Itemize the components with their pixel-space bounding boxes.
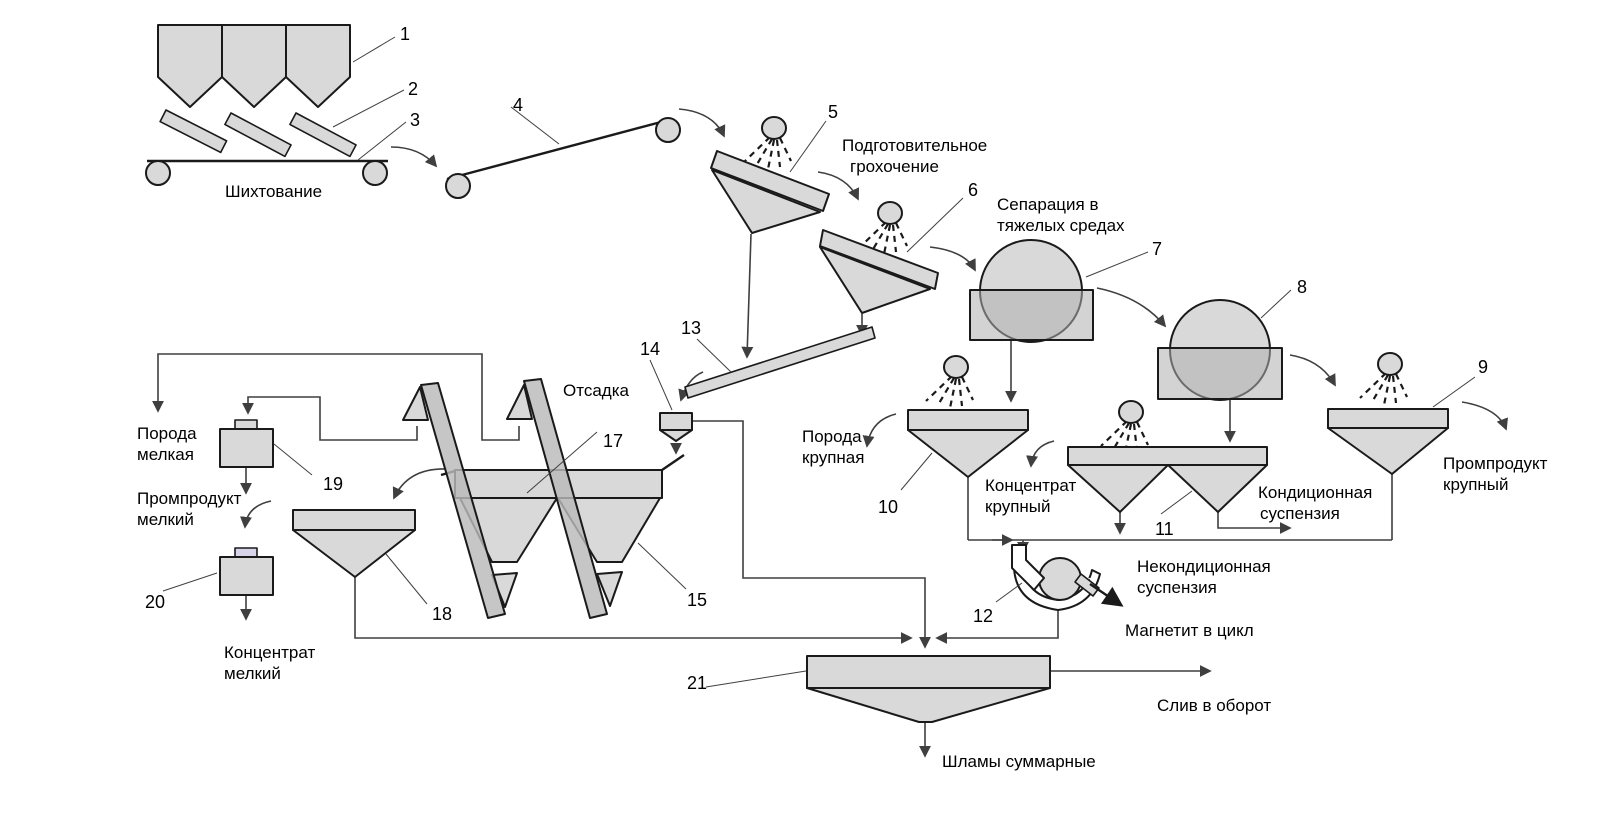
belt-4-pulley-left — [446, 174, 470, 198]
label-total-slimes: Шламы суммарные — [942, 752, 1096, 771]
pointer-12 — [996, 583, 1022, 602]
callout-17: 17 — [603, 431, 624, 451]
inclined-conveyor — [446, 118, 680, 198]
arrow-belt3-to-belt4 — [391, 147, 436, 166]
pointer-19 — [274, 444, 312, 475]
callout-5: 5 — [828, 102, 839, 122]
belt-3-pulley-left — [146, 161, 170, 185]
bin-3 — [286, 25, 350, 107]
label-fine-rock-2: мелкая — [137, 445, 194, 464]
label-jigging: Отсадка — [563, 381, 629, 400]
label-coarse-concentrate-2: крупный — [985, 497, 1051, 516]
line-to-fine-rock — [158, 354, 519, 440]
centrifuge-19-body — [220, 429, 273, 467]
callout-4: 4 — [513, 95, 524, 115]
label-overflow-recycle: Слив в оборот — [1157, 696, 1272, 715]
label-offspec-suspension-1: Некондиционная — [1137, 557, 1271, 576]
rinse-screen-10 — [908, 410, 1028, 477]
screen-18-deck — [293, 510, 415, 530]
thickener-cone — [807, 688, 1050, 722]
rinse-screen-9 — [1328, 409, 1448, 474]
label-coarse-middlings-1: Промпродукт — [1443, 454, 1548, 473]
arrow-to-coarse-concentrate — [1031, 441, 1054, 466]
heavy-media-drum-8 — [1158, 300, 1282, 400]
pointer-3 — [358, 122, 406, 160]
screen-10-deck — [908, 410, 1028, 430]
label-conditioned-suspension-2: суспензия — [1260, 504, 1340, 523]
screen5-underflow-line — [747, 234, 751, 357]
belt-4 — [447, 122, 661, 179]
pointer-2 — [333, 90, 404, 127]
callout-19: 19 — [323, 474, 344, 494]
feeder-2 — [225, 113, 291, 156]
pointer-18 — [386, 554, 427, 604]
prep-screen-6 — [820, 230, 938, 313]
magnetic-separator-12 — [1012, 545, 1121, 610]
pointer-5 — [790, 121, 826, 172]
arrow-belt4-to-screen5 — [679, 109, 724, 136]
bin-1 — [158, 25, 222, 107]
callout-20: 20 — [145, 592, 166, 612]
arrow-screen6-to-drum7 — [930, 247, 975, 270]
screen-11-deck — [1068, 447, 1267, 465]
belt-3-pulley-right — [363, 161, 387, 185]
feeder-3 — [290, 113, 356, 156]
separator-12-drum — [1039, 558, 1081, 600]
label-prep-screening-2: грохочение — [850, 157, 939, 176]
label-blending: Шихтование — [225, 182, 323, 201]
arrow-screen10-to-coarse-rock — [867, 414, 896, 446]
label-fine-concentrate-2: мелкий — [224, 664, 281, 683]
callout-18: 18 — [432, 604, 453, 624]
arrow-screen9-to-coarse-middlings — [1462, 402, 1506, 429]
callout-9: 9 — [1478, 357, 1489, 377]
label-fine-middlings-1: Промпродукт — [137, 489, 242, 508]
feeder-14 — [660, 413, 692, 441]
label-coarse-concentrate-1: Концентрат — [985, 476, 1077, 495]
callout-1: 1 — [400, 24, 411, 44]
callout-14: 14 — [640, 339, 661, 359]
pointer-20 — [163, 573, 217, 591]
pointer-10 — [901, 453, 932, 490]
label-prep-screening-1: Подготовительное — [842, 136, 988, 155]
arrow-drum8-to-screen9 — [1290, 355, 1335, 385]
storage-bins — [158, 25, 350, 107]
heavy-media-drum-7 — [970, 240, 1093, 342]
centrifuge-20-cap — [235, 548, 257, 557]
label-heavy-media-1: Сепарация в — [997, 195, 1099, 214]
belt-4-pulley-right — [656, 118, 680, 142]
equipment-numbers — [145, 24, 1488, 693]
pointer-6 — [907, 198, 963, 252]
callout-2: 2 — [408, 79, 419, 99]
callout-21: 21 — [687, 673, 708, 693]
arrow-drum7-to-drum8 — [1097, 288, 1165, 326]
screen-18-funnel — [293, 530, 415, 577]
pointer-8 — [1261, 290, 1291, 318]
callout-12: 12 — [973, 606, 994, 626]
screen-10-funnel — [908, 430, 1028, 477]
pointer-7 — [1086, 252, 1148, 277]
label-offspec-suspension-2: суспензия — [1137, 578, 1217, 597]
callout-11: 11 — [1155, 519, 1174, 539]
drum-7-bath — [970, 290, 1093, 340]
drum-8-bath — [1158, 348, 1282, 399]
thickener-tank — [807, 656, 1050, 688]
centrifuge-20-body — [220, 557, 273, 595]
rinse-screen-11 — [1068, 447, 1267, 512]
pointer-21 — [706, 671, 806, 687]
label-coarse-middlings-2: крупный — [1443, 475, 1509, 494]
sprayer-icon-screen9 — [1360, 353, 1407, 405]
label-fine-middlings-2: мелкий — [137, 510, 194, 529]
jig-machine — [403, 379, 684, 618]
callout-7: 7 — [1152, 239, 1163, 259]
label-coarse-rock-1: Порода — [802, 427, 862, 446]
callout-6: 6 — [968, 180, 979, 200]
label-fine-rock-1: Порода — [137, 424, 197, 443]
bin-feeders — [160, 110, 356, 156]
chute-13 — [685, 327, 875, 398]
pointer-1 — [353, 37, 395, 62]
centrifuge-20 — [220, 548, 273, 595]
label-heavy-media-2: тяжелых средах — [997, 216, 1125, 235]
label-conditioned-suspension-1: Кондиционная — [1258, 483, 1373, 502]
arrow-jig-to-screen18 — [394, 469, 446, 498]
thickener-21 — [807, 656, 1050, 722]
screen-11-funnel-right — [1168, 465, 1267, 512]
pointer-15 — [638, 543, 686, 589]
label-coarse-rock-2: крупная — [802, 448, 865, 467]
pointer-14 — [650, 360, 672, 410]
feeder-1 — [160, 110, 226, 152]
sprayer-icon-screen11 — [1101, 401, 1148, 453]
sprayer-icon-screen10 — [926, 356, 973, 408]
sprayer-icon-screen5 — [744, 117, 791, 169]
callout-8: 8 — [1297, 277, 1308, 297]
arrow-screen18-to-centrifuge20 — [245, 501, 271, 527]
bin-2 — [222, 25, 286, 107]
callout-15: 15 — [687, 590, 708, 610]
screen-11-funnel-left — [1068, 465, 1168, 512]
pointer-13 — [697, 339, 731, 372]
feeder-14-funnel — [660, 430, 692, 441]
callout-13: 13 — [681, 318, 702, 338]
callout-10: 10 — [878, 497, 899, 517]
screen-9-deck — [1328, 409, 1448, 428]
centrifuge-19 — [220, 420, 273, 467]
separator12-outlet-line — [937, 601, 1058, 638]
centrifuge-19-cap — [235, 420, 257, 429]
screen-9-funnel — [1328, 428, 1448, 474]
callout-3: 3 — [410, 110, 421, 130]
feeder-14-box — [660, 413, 692, 430]
label-magnetite-recycle: Магнетит в цикл — [1125, 621, 1254, 640]
jig-feed-lip — [662, 455, 684, 470]
label-fine-concentrate-1: Концентрат — [224, 643, 316, 662]
pointer-11 — [1161, 491, 1192, 514]
